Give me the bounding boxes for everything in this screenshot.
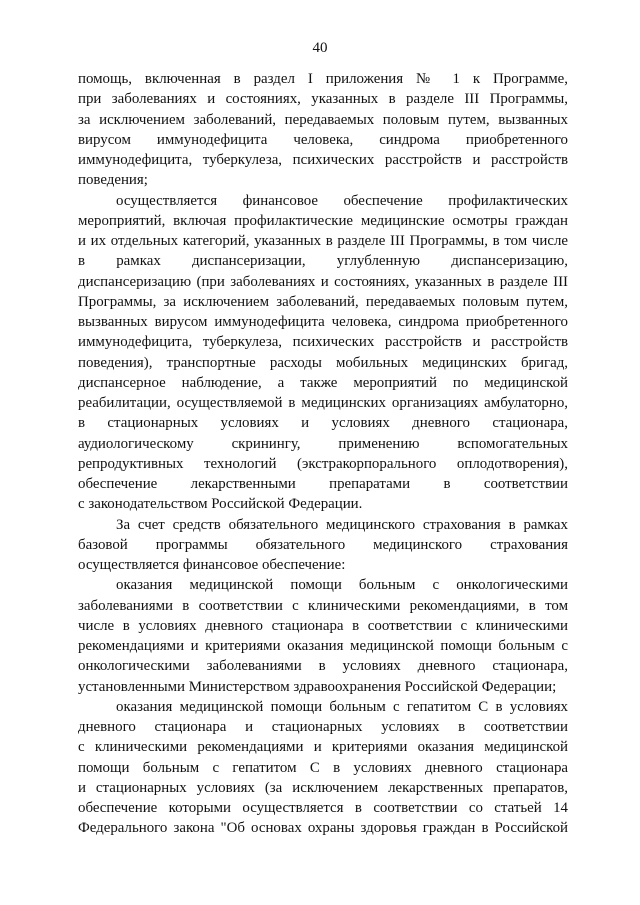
document-body [78,69,568,839]
text-line: с законодательством Российской Федерации. [78,496,363,513]
page-number: 40 [312,40,328,56]
text-line: аудиологическому скринингу, применению вспомогательных [78,435,568,452]
text-line: За счет средств обязательного медицинского страхования в рамках [116,516,568,533]
text-line: и стационарных условиях (за исключением лекарственных препаратов, [78,779,568,796]
text-line: поведения), транспортные расходы мобильных медицинских бригад, [78,354,568,371]
text-line: базовой программы обязательного медицинского страхования [78,536,568,553]
text-line: Программы, за исключением заболеваний, передаваемых половым путем, [78,293,568,310]
text-line: вирусом иммунодефицита человека, синдрома приобретенного [78,131,568,148]
text-line: поведения; [78,172,148,189]
text-line: с клиническими рекомендациями и критериями оказания медицинской [78,739,568,756]
text-line: установленными Министерством здравоохранения Российской Федерации; [78,678,557,695]
text-line: обеспечение лекарственными препаратами в соответствии [78,476,568,492]
text-line: мероприятий, включая профилактические медицинские осмотры граждан [78,212,568,229]
text-line: числе в условиях дневного стационара в соответствии с клиническими [78,617,568,634]
text-line: помощи больным с гепатитом С в условиях дневного стационара [78,759,568,776]
text-line: диспансеризацию (при заболеваниях и состояниях, указанных в разделе III [78,273,568,290]
text-line: помощь, включенная в раздел I приложения № 1 к Программе, [78,71,568,87]
text-line: Федерального закона "Об основах охраны здоровья граждан в Российской [78,820,568,837]
text-line: осуществляется финансовое обеспечение: [78,557,346,573]
text-line: за исключением заболеваний, передаваемых половым путем, вызванных [78,111,568,128]
text-line: при заболеваниях и состояниях, указанных в разделе III Программы, [78,91,568,108]
text-line: осуществляется финансовое обеспечение профилактических [116,192,568,209]
text-line: диспансерное наблюдение, а также мероприятий по медицинской [78,374,568,391]
text-line: в рамках диспансеризации, углубленную диспансеризацию, [78,253,568,270]
text-line: оказания медицинской помощи больным с онкологическими [116,577,568,594]
text-line: обеспечение которыми осуществляется в соответствии со статьей 14 [78,800,568,816]
text-line: и их отдельных категорий, указанных в разделе III Программы, в том числе [78,233,568,249]
text-line: вызванных вирусом иммунодефицита человека, синдрома приобретенного [78,314,568,330]
text-line: онкологическими заболеваниями в условиях дневного стационара, [78,658,568,675]
text-line: реабилитации, осуществляемой в медицинских организациях амбулаторно, [78,395,568,411]
text-line: оказания медицинской помощи больным с гепатитом С в условиях [116,698,568,715]
text-line: иммунодефицита, туберкулеза, психических расстройств и расстройств [78,152,568,168]
text-line: иммунодефицита, туберкулеза, психических расстройств и расстройств [78,334,568,351]
text-line: рекомендациями и критериями оказания медицинской помощи больным с [78,638,568,654]
text-line: в стационарных условиях и условиях дневного стационара, [78,415,568,432]
text-line: дневного стационара и стационарных условиях в соответствии [78,719,568,735]
text-line: репродуктивных технологий (экстракорпорального оплодотворения), [78,455,568,472]
text-line: заболеваниями в соответствии с клиническими рекомендациями, в том [78,597,568,614]
